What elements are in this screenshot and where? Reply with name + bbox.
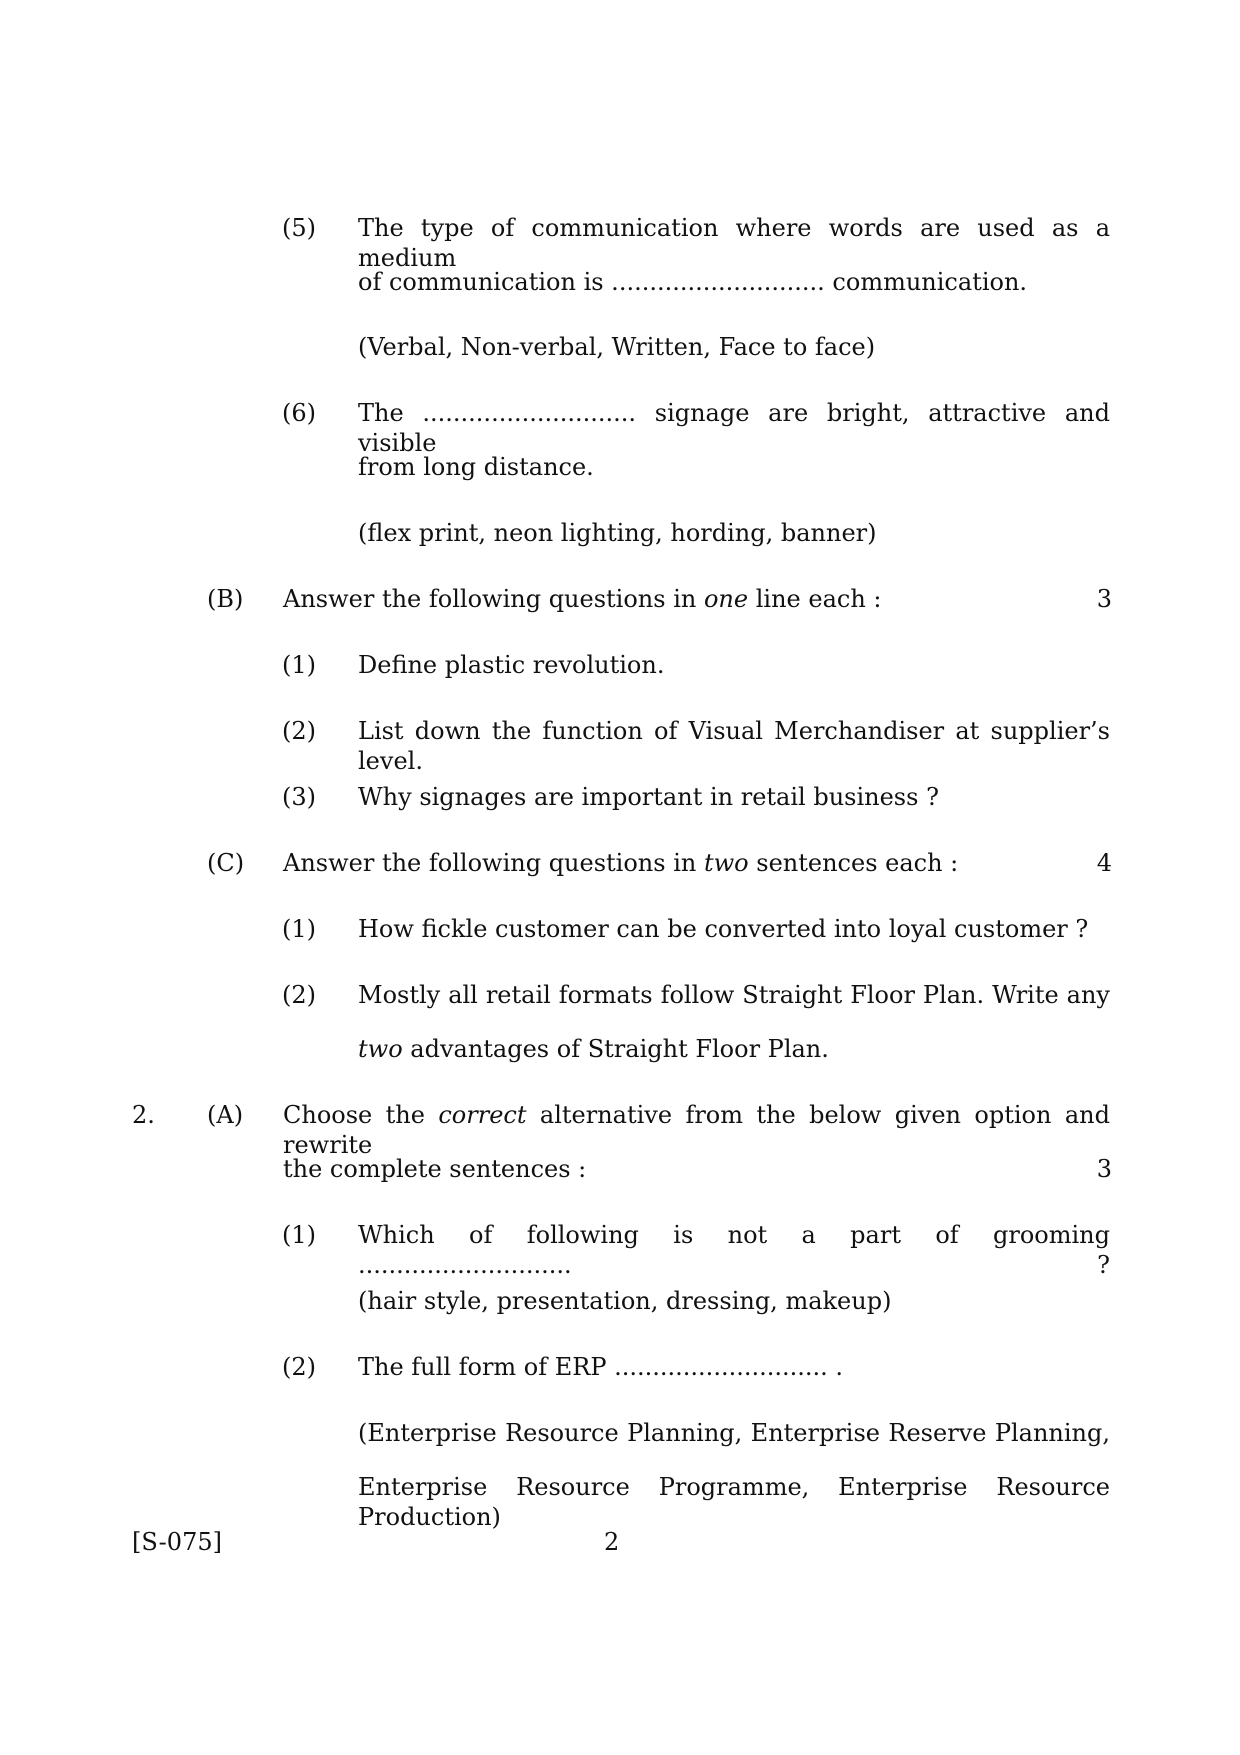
question-text: two advantages of Straight Floor Plan. bbox=[358, 1035, 829, 1063]
item-number: (2) bbox=[282, 1353, 316, 1381]
question-text: Mostly all retail formats follow Straight Floor Plan. Write any bbox=[358, 981, 1110, 1009]
question-text: Define plastic revolution. bbox=[358, 651, 665, 679]
marks: 4 bbox=[1096, 849, 1112, 877]
page-number: 2 bbox=[604, 1528, 620, 1556]
marks: 3 bbox=[1096, 1155, 1112, 1183]
question-text: The ............................ signage are bright, attractive and visible bbox=[358, 399, 1110, 457]
question-text: Why signages are important in retail business ? bbox=[358, 783, 939, 811]
question-number: 2. bbox=[132, 1101, 155, 1129]
item-number: (1) bbox=[282, 1221, 316, 1249]
options-list: (Verbal, Non-verbal, Written, Face to face) bbox=[358, 333, 876, 361]
question-text: The full form of ERP ............................ . bbox=[358, 1353, 844, 1381]
section-label: (C) bbox=[207, 849, 245, 877]
paper-code: [S-075] bbox=[132, 1528, 222, 1556]
marks: 3 bbox=[1096, 585, 1112, 613]
question-text: How fickle customer can be converted into loyal customer ? bbox=[358, 915, 1089, 943]
section-label: (B) bbox=[207, 585, 244, 613]
item-number: (5) bbox=[282, 214, 316, 242]
question-text: The type of communication where words are used as a medium bbox=[358, 214, 1110, 272]
question-text: Which of following is not a part of grooming ............................ ? bbox=[358, 1221, 1110, 1279]
item-number: (1) bbox=[282, 915, 316, 943]
section-instruction: the complete sentences : bbox=[283, 1155, 587, 1183]
item-number: (3) bbox=[282, 783, 316, 811]
item-number: (2) bbox=[282, 717, 316, 745]
options-list: (hair style, presentation, dressing, makeup) bbox=[358, 1287, 892, 1315]
options-list: (flex print, neon lighting, hording, banner) bbox=[358, 519, 877, 547]
question-text: List down the function of Visual Merchandiser at supplier’s level. bbox=[358, 717, 1110, 775]
item-number: (2) bbox=[282, 981, 316, 1009]
section-instruction: Answer the following questions in two sentences each : bbox=[283, 849, 959, 877]
section-instruction: Choose the correct alternative from the below given option and rewrite bbox=[283, 1101, 1110, 1159]
options-list: Enterprise Resource Programme, Enterprise Resource Production) bbox=[358, 1473, 1110, 1531]
options-list: (Enterprise Resource Planning, Enterprise Reserve Planning, bbox=[358, 1419, 1110, 1447]
question-text: of communication is ............................ communication. bbox=[358, 268, 1028, 296]
item-number: (6) bbox=[282, 399, 316, 427]
section-instruction: Answer the following questions in one line each : bbox=[283, 585, 882, 613]
section-label: (A) bbox=[207, 1101, 244, 1129]
question-text: from long distance. bbox=[358, 453, 594, 481]
item-number: (1) bbox=[282, 651, 316, 679]
